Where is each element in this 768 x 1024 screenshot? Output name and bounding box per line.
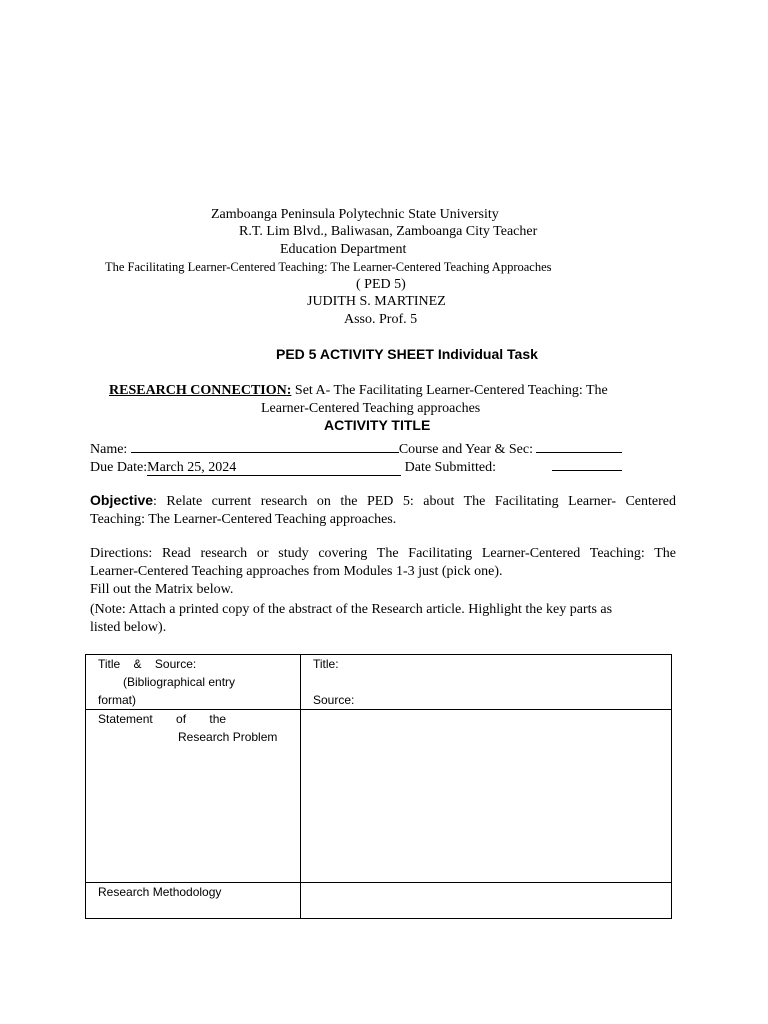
matrix-label-title-source [86,655,301,710]
research-connection-line1 [109,382,608,399]
due-date-row [90,456,622,476]
objective-text: : Relate current research on the PED 5: about The Facilitating Learner- Centered [153,494,676,509]
matrix-row-statement [86,710,672,883]
name-field[interactable] [131,438,399,453]
due-date-value: March 25, 2024 [147,460,237,475]
label-research-problem: Research Problem [178,730,278,744]
date-submitted-field[interactable] [552,456,622,471]
university-name: Zamboanga Peninsula Polytechnic State University [211,207,499,222]
directions-paragraph [90,545,676,599]
instructor-name: JUDITH S. MARTINEZ [307,294,446,309]
matrix-row-title-source [86,655,672,710]
note-line1: (Note: Attach a printed copy of the abstract of the Research article. Highlight the key parts as [90,602,613,617]
course-year-field[interactable] [536,438,622,453]
university-address: R.T. Lim Blvd., Baliwasan, Zamboanga City Teacher [239,224,538,239]
sheet-title: PED 5 ACTIVITY SHEET Individual Task [276,346,538,362]
directions-line2: Learner-Centered Teaching approaches from Modules 1-3 just (pick one). [90,564,503,579]
matrix-cell-statement[interactable] [301,710,672,883]
note-line2: listed below). [90,620,167,635]
matrix-cell-methodology[interactable] [301,883,672,919]
date-submitted-label: Date Submitted: [404,460,497,475]
research-connection-label: RESEARCH CONNECTION: [109,383,292,398]
title-label: Title: [313,657,339,671]
directions-line1: Directions: Read research or study covering The Facilitating Learner-Centered Teaching: The [90,546,676,561]
label-title-source: Title & Source: [98,657,197,671]
course-code: ( PED 5) [356,277,406,292]
matrix-row-methodology [86,883,672,919]
objective-text-line2: Teaching: The Learner-Centered Teaching approaches. [90,512,397,527]
research-connection-text: Set A- The Facilitating Learner-Centered Teaching: The [291,383,608,398]
directions-line3: Fill out the Matrix below. [90,582,234,597]
label-statement-of-the: Statement of the [98,712,227,726]
name-label: Name: [90,442,128,457]
due-date-label: Due Date: [90,460,148,475]
label-bibliographical: (Bibliographical entry [123,675,236,689]
activity-title: ACTIVITY TITLE [324,417,431,433]
objective-paragraph [90,491,676,529]
matrix-label-methodology [86,883,301,919]
research-connection-line2: Learner-Centered Teaching approaches [261,401,481,416]
source-label: Source: [313,693,355,707]
label-research-methodology: Research Methodology [98,885,222,899]
matrix-cell-title-source[interactable] [301,655,672,710]
label-format: format) [98,693,137,707]
research-matrix [85,654,672,919]
due-date-field[interactable] [147,460,401,476]
department-name: Education Department [280,242,407,257]
course-year-label: Course and Year & Sec: [398,442,533,457]
instructor-rank: Asso. Prof. 5 [344,312,418,327]
objective-label: Objective [90,492,154,508]
course-title: The Facilitating Learner-Centered Teaching: The Learner-Centered Teaching Approaches [105,260,552,274]
name-row [90,438,622,458]
matrix-label-statement [86,710,301,883]
